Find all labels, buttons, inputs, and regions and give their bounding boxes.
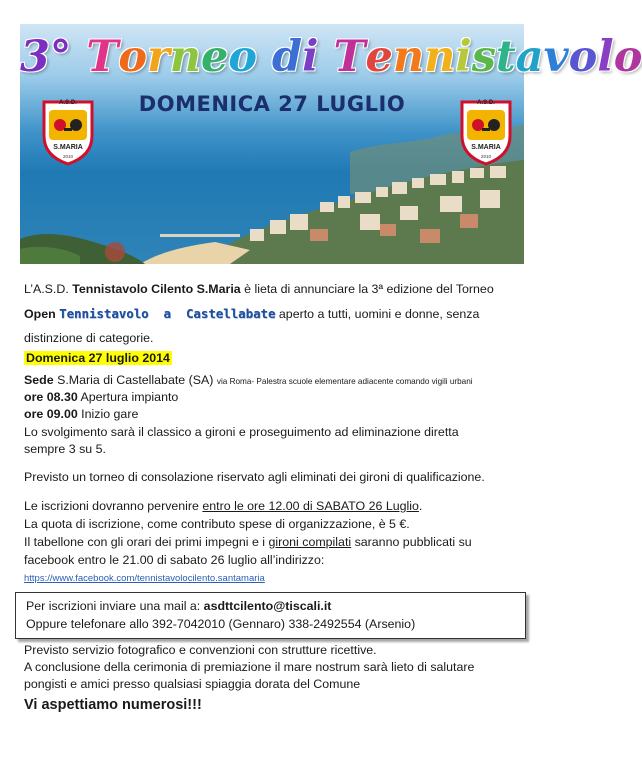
closing-final: Vi aspettiamo numerosi!!! bbox=[24, 697, 202, 713]
intro-line-1: L’A.S.D. Tennistavolo Cilento S.Maria è lieta di annunciare la 3ª edizione del Torneo bbox=[24, 282, 494, 296]
title-letter: e bbox=[201, 32, 229, 82]
closing-line-3: pongisti e amici presso qualsiasi spiaggia dorata del Comune bbox=[24, 677, 361, 691]
title-letter: o bbox=[613, 32, 642, 82]
contact-phone-line: Oppure telefonare allo 392-7042010 (Gennaro) 338-2492554 (Arsenio) bbox=[26, 617, 416, 631]
title-letter: v bbox=[543, 32, 569, 82]
consolation-line: Previsto un torneo di consolazione riservato agli eliminati dei gironi di qualificazione. bbox=[24, 470, 485, 484]
venue-line: Sede S.Maria di Castellabate (SA) via Roma- Palestra scuole elementare adiacente comando vigili urbani bbox=[24, 373, 473, 387]
schedule-opening: ore 08.30 Apertura impianto bbox=[24, 390, 179, 404]
title-letter: T bbox=[86, 32, 119, 82]
facebook-link[interactable]: https://www.facebook.com/tennistavolocilento.santamaria bbox=[24, 573, 265, 584]
logo-year: 2010 bbox=[480, 154, 491, 159]
title-letter: s bbox=[471, 32, 496, 82]
logo-abbr: A.S.D. bbox=[59, 100, 77, 106]
title-letter: n bbox=[392, 32, 425, 82]
title-letter bbox=[71, 32, 86, 82]
title-letter bbox=[257, 32, 272, 82]
title-letter: a bbox=[515, 32, 544, 82]
format-line-2: sempre 3 su 5. bbox=[24, 442, 106, 456]
title-letter: e bbox=[365, 32, 393, 82]
title-letter: i bbox=[302, 32, 319, 82]
club-logo-right bbox=[458, 98, 514, 166]
club-logo-left bbox=[40, 98, 96, 166]
facebook-info: facebook entro le 21.00 di sabato 26 luglio all’indirizzo: bbox=[24, 553, 325, 567]
closing-line-2: A conclusione della cerimonia di premiazione il mare nostrum sarà lieto di salutare bbox=[24, 660, 475, 674]
registration-deadline: Le iscrizioni dovranno pervenire entro le ore 12.00 di SABATO 26 Luglio. bbox=[24, 499, 423, 513]
open-label: Open bbox=[24, 307, 56, 321]
banner-date: DOMENICA 27 LUGLIO bbox=[138, 92, 406, 116]
event-date-highlight: Domenica 27 luglio 2014 bbox=[26, 351, 170, 365]
intro-line-3: distinzione di categorie. bbox=[24, 331, 154, 345]
title-letter: o bbox=[118, 32, 148, 82]
title-letter: n bbox=[169, 32, 202, 82]
title-letter: l bbox=[597, 32, 614, 82]
title-letter: 3 bbox=[20, 32, 50, 82]
closing-line-1: Previsto servizio fotografico e convenzioni con strutture ricettive. bbox=[24, 643, 377, 657]
club-name: Tennistavolo Cilento S.Maria bbox=[72, 282, 241, 296]
title-letter: ° bbox=[49, 32, 72, 82]
title-letter: t bbox=[495, 32, 516, 82]
banner-title bbox=[20, 32, 642, 82]
logo-year: 2010 bbox=[62, 154, 73, 159]
title-letter: i bbox=[455, 32, 472, 82]
format-line-1: Lo svolgimento sarà il classico a gironi e proseguimento ad eliminazione diretta bbox=[24, 425, 459, 439]
title-letter: d bbox=[272, 32, 303, 82]
bracket-info: Il tabellone con gli orari dei primi impegni e i gironi compilati saranno pubblicati su bbox=[24, 535, 472, 549]
logo-name: S.MARIA bbox=[471, 144, 501, 151]
title-letter: T bbox=[333, 32, 366, 82]
title-letter bbox=[318, 32, 333, 82]
hero-banner bbox=[20, 24, 642, 264]
title-letter: o bbox=[228, 32, 258, 82]
registration-fee: La quota di iscrizione, come contributo spese di organizzazione, è 5 €. bbox=[24, 517, 410, 531]
contact-email-line: Per iscrizioni inviare una mail a: asdttcilento@tiscali.it bbox=[26, 599, 332, 613]
schedule-start: ore 09.00 Inizio gare bbox=[24, 407, 139, 421]
contact-email[interactable]: asdttcilento@tiscali.it bbox=[203, 599, 332, 613]
facebook-link-row bbox=[24, 569, 265, 587]
logo-abbr: A.S.D. bbox=[477, 100, 495, 106]
title-letter: r bbox=[147, 32, 170, 82]
title-letter: o bbox=[568, 32, 598, 82]
title-letter: n bbox=[424, 32, 456, 82]
tournament-name: Tennistavolo a Castellabate bbox=[59, 306, 276, 321]
intro-line-2: Open Tennistavolo a Castellabate aperto a tutti, uomini e donne, senza bbox=[24, 306, 480, 321]
logo-name: S.MARIA bbox=[53, 144, 83, 151]
